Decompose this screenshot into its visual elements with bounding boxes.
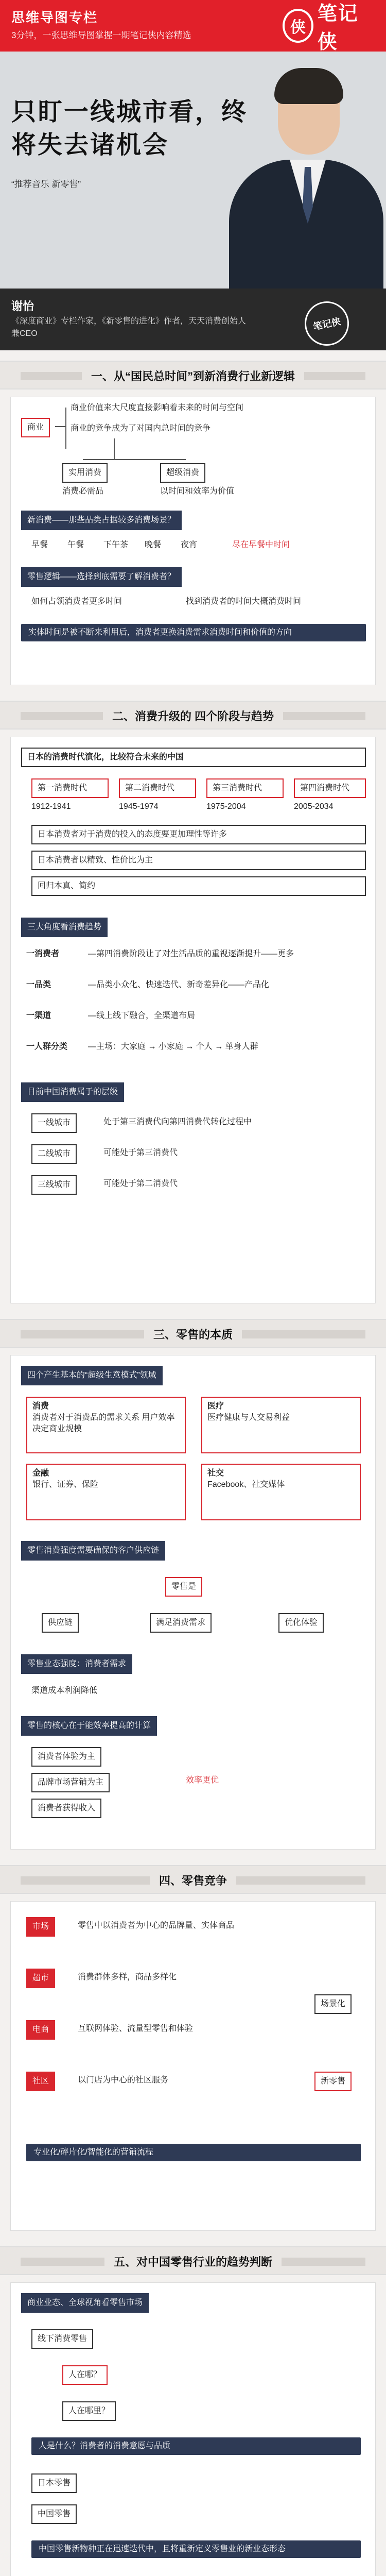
sub-title: 零售消费强度需要确保的客户供应链	[21, 1541, 165, 1561]
page-title: 只盯一线城市看，终将失去诸机会	[11, 98, 248, 159]
domain-desc: 消费者对于消费品的需求关系 用户效率决定商业规模	[32, 1413, 175, 1433]
section-banner: 实体时间是被不断来利用后，消费者更换消费需求消费时间和价值的方向	[21, 624, 366, 641]
sub-title: 零售的核心在于能效率提高的计算	[21, 1716, 157, 1736]
domain-desc: 医疗健康与人交易利益	[207, 1413, 290, 1422]
series-title: 思维导图专栏	[11, 10, 98, 25]
author-bio: 《深度商业》专栏作家，《新零售的进化》作者，天天消费创始人兼CEO	[11, 317, 247, 338]
node-box: 实用消费	[62, 463, 108, 483]
tier-box: 二线城市	[31, 1144, 77, 1164]
node-root: 零售是	[165, 1577, 202, 1597]
era-note: 日本消费者以精致、性价比为主	[31, 851, 366, 870]
node-note: 消费必需品	[62, 487, 104, 496]
time-item: 下午茶	[103, 540, 129, 549]
flow-box: 满足消费需求	[150, 1613, 212, 1633]
page-subtitle: “推荐音乐 新零售”	[11, 179, 81, 189]
author-photo	[229, 57, 383, 289]
domain-card	[26, 1464, 186, 1520]
section-title: 一、从“国民总时间”到新消费行业新逻辑	[82, 370, 304, 383]
new-retail-box: 新零售	[314, 2072, 352, 2091]
node-box: 人在哪？	[62, 2365, 108, 2385]
domain-title: 社交	[207, 1469, 224, 1478]
node-text: 商业的竞争成为了对国内总时间的竞争	[71, 424, 211, 433]
section-banner: 人是什么？消费者的消费意愿与品质	[31, 2437, 361, 2455]
sub-title: 三大角度看消费趋势	[21, 918, 108, 937]
header-band	[0, 0, 386, 52]
flow-box: 优化体验	[278, 1613, 324, 1633]
mindmap-section-2	[10, 737, 376, 1303]
section-title: 四、零售竞争	[150, 1874, 236, 1887]
mindmap-section-3	[10, 1355, 376, 1850]
channel-value: 消费群体多样，商品多样化	[78, 1973, 177, 1981]
domain-card	[201, 1397, 361, 1453]
channel-key: 超市	[26, 1969, 55, 1988]
node-box: 日本零售	[31, 2473, 77, 2493]
era-box: 第一消费时代	[31, 778, 109, 798]
domain-title: 金融	[32, 1469, 49, 1478]
channel-value: 零售中以消费者为中心的品牌量、实体商品	[78, 1921, 235, 1930]
domain-card	[26, 1397, 186, 1453]
domain-title: 消费	[32, 1402, 49, 1411]
question-box: 零售逻辑——选择到底需要了解消费者？	[21, 567, 182, 587]
domain-card	[201, 1464, 361, 1520]
trend-key: 一品类	[26, 980, 51, 989]
channel-value: 以门店为中心的社区服务	[78, 2076, 169, 2084]
time-item: 晚餐	[145, 540, 162, 549]
domain-desc: 银行、证券、保险	[32, 1480, 99, 1489]
node-box: 人在哪里？	[62, 2401, 116, 2421]
era-note: 回归本真、简约	[31, 876, 366, 896]
time-item: 早餐	[31, 540, 48, 549]
chain-row: 品牌市场营销为主	[31, 1773, 110, 1792]
domain-title: 医疗	[207, 1402, 224, 1411]
trend-key: 一消费者	[26, 950, 60, 958]
section-header	[0, 2246, 386, 2275]
tier-box: 三线城市	[31, 1175, 77, 1195]
chain-row: 消费者体验为主	[31, 1747, 101, 1767]
node-box: 中国零售	[31, 2504, 77, 2524]
section-title: 二、消费升级的 四个阶段与趋势	[103, 710, 283, 723]
brand-logo	[283, 3, 373, 53]
trend-key: 一渠道	[26, 1011, 51, 1020]
section-title: 五、对中国零售行业的趋势判断	[104, 2256, 282, 2268]
mindmap-section-1	[10, 397, 376, 685]
side-note: 场景化	[314, 1994, 352, 2014]
trend-value: —主场：大家庭 → 小家庭 → 个人 → 单身人群	[88, 1042, 258, 1051]
channel-key: 社区	[26, 2072, 55, 2091]
trend-value: —第四消费阶段让了对生活品质的重视逐渐提升——更多	[88, 950, 294, 958]
era-year: 1912-1941	[31, 802, 71, 811]
section-header	[0, 361, 386, 389]
channel-value: 互联网体验、流量型零售和体验	[78, 2024, 194, 2033]
era-note: 日本消费者对于消费的投入的态度要更加理性等许多	[31, 825, 366, 844]
node-root: 商业	[21, 418, 50, 437]
trend-value: —品类小众化、快速迭代、新奇差异化——产品化	[88, 980, 270, 989]
question-box: 新消费——那些品类占据较多消费场景？	[21, 511, 182, 530]
domain-desc: Facebook、社交媒体	[207, 1480, 285, 1489]
time-item: 夜宵	[181, 540, 198, 549]
era-box: 第二消费时代	[119, 778, 196, 798]
node-note: 渠道成本利润降低	[31, 1686, 98, 1695]
mindmap-section-4	[10, 1901, 376, 2231]
section-title: 三、零售的本质	[144, 1328, 242, 1341]
author-name: 谢怡	[11, 300, 34, 313]
brand-stamp-icon: 笔记侠	[301, 297, 353, 350]
sub-title: 零售业态强度：消费者需求	[21, 1654, 132, 1674]
node-note: 如何占领消费者更多时间	[31, 597, 122, 606]
trend-value: —线上线下融合，全渠道布局	[88, 1011, 196, 1020]
flow-box: 供应链	[42, 1613, 79, 1633]
channel-key: 电商	[26, 2020, 55, 2040]
section-header	[0, 1865, 386, 1894]
era-box: 第四消费时代	[294, 778, 366, 798]
era-year: 2005-2034	[294, 802, 334, 811]
time-note: 尽在早餐中时间	[232, 540, 290, 549]
era-year: 1975-2004	[206, 802, 246, 811]
node-box: 线下消费零售	[31, 2329, 93, 2349]
sub-title: 目前中国消费属于的层级	[21, 1082, 124, 1102]
node-box: 商业业态、全球视角看零售市场	[21, 2293, 149, 2313]
section-header	[0, 1319, 386, 1348]
mindmap-section-5	[10, 2282, 376, 2576]
brand-name: 笔记侠	[317, 3, 359, 53]
chain-note: 效率更优	[186, 1776, 219, 1785]
node-box: 超级消费	[160, 463, 205, 483]
section-header	[0, 701, 386, 730]
brand-ring-icon: 侠	[283, 9, 313, 43]
channel-key: 市场	[26, 1917, 55, 1937]
section-banner: 中国零售新物种正在迅速迭代中，且将重新定义零售业的新业态形态	[31, 2540, 361, 2558]
node-text: 商业价值来大尺度直接影响着未来的时间与空间	[71, 403, 244, 412]
node-note: 找到消费者的时间大概消费时间	[186, 597, 302, 606]
tier-note: 可能处于第二消费代	[103, 1179, 178, 1188]
trend-key: 一人群分类	[26, 1042, 68, 1051]
chain-row: 消费者获得收入	[31, 1799, 101, 1818]
sub-title: 四个产生基本的“超级生意模式”领域	[21, 1366, 163, 1385]
tier-note: 可能处于第三消费代	[103, 1148, 178, 1157]
node-note: 以时间和效率为价值	[160, 487, 235, 496]
tier-note: 处于第三消费代向第四消费代转化过程中	[103, 1117, 252, 1126]
hero	[0, 0, 386, 289]
era-year: 1945-1974	[119, 802, 159, 811]
tier-box: 一线城市	[31, 1113, 77, 1133]
section-banner: 专业化/碎片化/智能化的营销流程	[26, 2144, 361, 2161]
series-tagline: 3分钟，一张思维导图掌握一期笔记侠内容精选	[11, 30, 191, 40]
time-item: 午餐	[67, 540, 84, 549]
era-box: 第三消费时代	[206, 778, 284, 798]
node-title: 日本的消费时代演化，比较符合未来的中国	[21, 748, 366, 767]
